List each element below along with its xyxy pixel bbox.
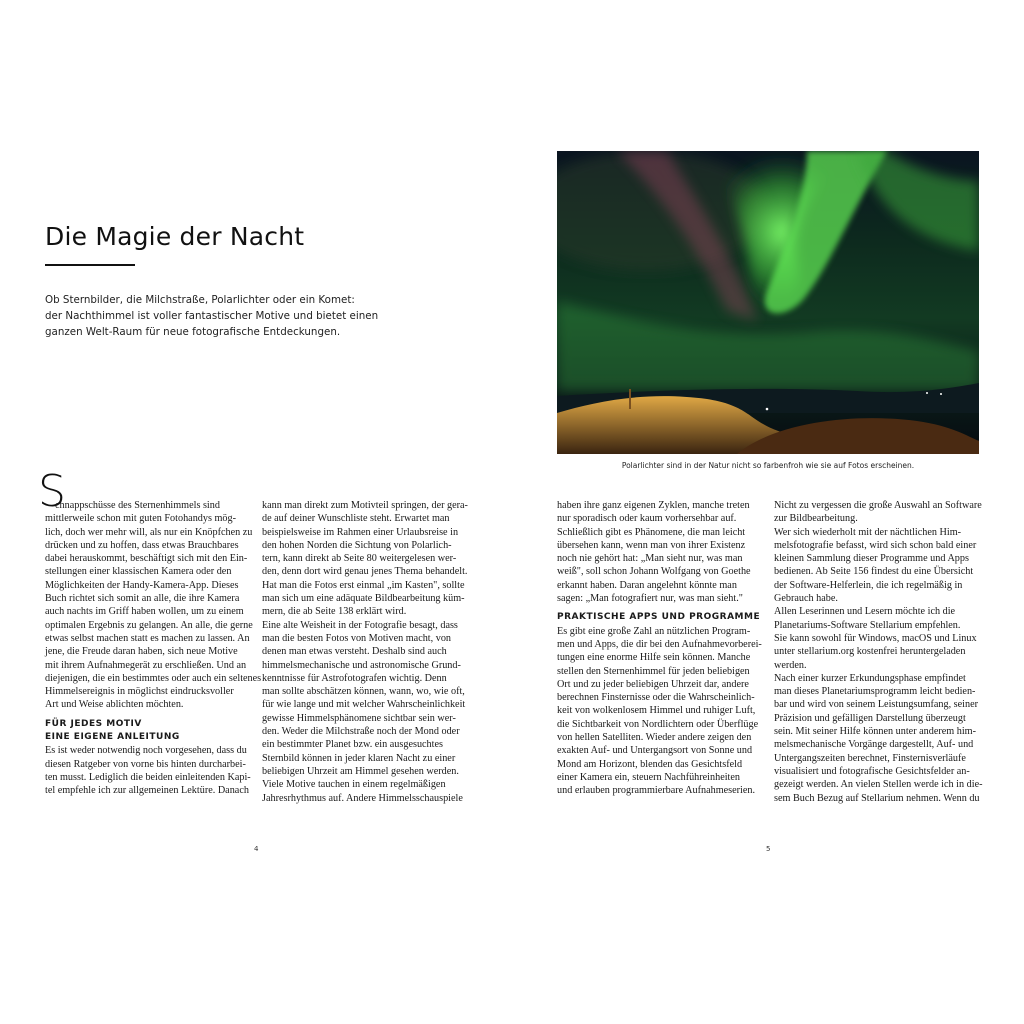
text-line: himmelsmechanische und astronomische Grund-: [262, 659, 461, 671]
aurora-photo: [557, 151, 979, 454]
text-line: Schließlich gibt es Phänomene, die man leicht: [557, 526, 746, 538]
text-line: Viele Motive tauchen in einem regelmäßigen: [262, 779, 446, 791]
text-line: chnappschüsse des Sternenhimmels sind: [55, 500, 220, 511]
text-line: man die besten Fotos von Motiven macht, von: [262, 632, 452, 644]
text-line: Gebrauch habe.: [774, 593, 838, 605]
text-line: kenntnisse für Astrofotografen wichtig. Denn: [262, 672, 447, 684]
page-title: Die Magie der Nacht: [45, 222, 305, 251]
text-column-1: [45, 499, 261, 798]
text-line: Es ist weder notwendig noch vorgesehen, dass du: [45, 745, 247, 757]
text-line: etwas selbst machen statt es machen zu lassen. An: [45, 632, 250, 644]
text-line: weiß", soll schon Johann Wolfgang von Goethe: [557, 566, 751, 578]
text-line: Eine alte Weisheit in der Fotografie besagt, dass: [262, 619, 458, 631]
text-line: Es gibt eine große Zahl an nützlichen Program-: [557, 625, 751, 637]
text-line: für wie lange und mit welcher Wahrscheinlichkeit: [262, 699, 466, 711]
text-line: sagen: „Man fotografiert nur, was man sieht.": [557, 593, 743, 605]
text-line: mit ihrem Aufnahmegerät zu erschließen. Und an: [45, 659, 247, 671]
text-line: den. Weder die Milchstraße noch der Mond oder: [262, 726, 460, 738]
title-rule: [45, 264, 135, 266]
text-line: unter stellarium.org kostenfrei heruntergeladen: [774, 646, 966, 658]
text-column-2: [262, 499, 468, 805]
text-line: man sollte abschätzen können, wann, wo, wie oft,: [262, 686, 465, 698]
text-line: dabei herauskommt, beschäftigt sich mit den Ein-: [45, 553, 248, 565]
text-line: tel empfehle ich zur allgemeinen Lektüre. Danach: [45, 785, 249, 797]
text-line: ten musst. Lediglich die beiden einleitenden Kapi-: [45, 771, 251, 783]
aurora-illustration: [557, 151, 979, 454]
text-line: man dieses Planetariumsprogramm leicht bedien-: [774, 686, 976, 698]
text-line: nur sporadisch oder kaum vorhersehbar auf.: [557, 513, 737, 525]
text-line: Wer sich wiederholt mit der nächtlichen Him-: [774, 526, 962, 538]
text-line: Nach einer kurzer Erkundungsphase empfindet: [774, 672, 966, 684]
text-line: von hellen Satelliten. Wieder andere zeigen den: [557, 732, 752, 744]
lead-paragraph: [45, 292, 379, 340]
lead-line: der Nachthimmel ist voller fantastischer Motive und bietet einen: [45, 310, 379, 322]
text-line: werden.: [774, 659, 807, 671]
text-line: drücken und zu hoffen, dass etwas Brauchbares: [45, 539, 239, 551]
text-line: melsmechanische Vorgänge dargestellt, Auf- und: [774, 739, 974, 751]
text-line: auch nachts im Griff haben wollen, um zu einem: [45, 606, 244, 618]
text-line: melsfotografie befasst, wird sich schon bald einer: [774, 539, 977, 551]
text-line: Sternbild können in jeder klaren Nacht zu einer: [262, 752, 456, 764]
text-line: beliebigen Uhrzeit am Himmel gesehen werden.: [262, 765, 459, 777]
text-line: übersehen kann, wenn man von ihrer Existenz: [557, 539, 746, 551]
text-line: den hohen Norden die Sichtung von Polarlich-: [262, 539, 452, 551]
photo-caption: Polarlichter sind in der Natur nicht so farbenfroh wie sie auf Fotos erscheinen.: [621, 461, 915, 470]
text-line: Nicht zu vergessen die große Auswahl an Software: [774, 500, 982, 511]
text-line: mittlerweile schon mit guten Fotohandys mög-: [45, 513, 236, 525]
text-line: beispielsweise im Rahmen einer Urlaubsreise in: [262, 526, 459, 538]
text-line: exakten Auf- und Untergangsort von Sonne und: [557, 745, 753, 757]
text-line: Ort und zu jeder beliebigen Uhrzeit dar, andere: [557, 678, 749, 690]
text-line: man sich um eine adäquate Bildbearbeitung küm-: [262, 593, 465, 605]
text-line: lich, doch wer mehr will, als nur ein Knöpfchen zu: [45, 526, 253, 538]
text-line: men und Apps, die dir bei den Aufnahmevorberei-: [557, 638, 762, 650]
section-heading: EINE EIGENE ANLEITUNG: [45, 732, 180, 743]
text-line: bar und wird von seinem Leistungsumfang, seiner: [774, 699, 978, 711]
text-line: der Software-Helferlein, die ich regelmäßig in: [774, 579, 963, 591]
text-line: kleinen Sammlung dieser Programme und Apps: [774, 553, 969, 565]
text-line: stellen den Sternenhimmel für jeden beliebigen: [557, 665, 750, 677]
text-line: kann man direkt zum Motivteil springen, der gera-: [262, 500, 468, 511]
text-line: Buch richtet sich somit an alle, die ihre Kamera: [45, 593, 240, 605]
text-line: Himmelsereignis in möglichst eindrucksvoller: [45, 686, 234, 698]
text-line: die Sichtbarkeit von Nordlichtern oder Überflüge: [557, 718, 759, 730]
text-line: Planetariums-Software Stellarium empfehlen.: [774, 619, 961, 631]
text-line: gezeigt werden. An vielen Stellen werde ich in die-: [774, 779, 983, 791]
text-line: berechnen Finsternisse oder die Wahrscheinlich-: [557, 692, 755, 704]
lead-line: Ob Sternbilder, die Milchstraße, Polarlichter oder ein Komet:: [45, 294, 355, 306]
page-number: 4: [254, 845, 259, 853]
page-number: 5: [766, 845, 771, 853]
text-line: Art und Weise ablichten möchten.: [45, 699, 184, 711]
text-line: de auf deiner Wunschliste steht. Erwartet man: [262, 513, 450, 525]
text-line: visualisiert und fotografische Gesichtsfelder an-: [774, 765, 970, 777]
text-line: diejenigen, die ein bestimmtes oder auch ein seltenes: [45, 672, 262, 684]
text-line: zur Bildbearbeitung.: [774, 513, 858, 525]
text-line: ein bestimmter Planet bzw. ein ausgesuchtes: [262, 739, 443, 751]
text-line: gewisse Himmelsphänomene sichtbar sein wer-: [262, 712, 456, 724]
text-line: Mond am Horizont, blenden das Gesichtsfeld: [557, 758, 743, 770]
text-line: stellungen einer klassischen Kamera oder den: [45, 566, 232, 578]
text-line: noch nie gehört hat: „Man sieht nur, was man: [557, 553, 743, 565]
text-line: mern, die ab Seite 138 erklärt wird.: [262, 606, 407, 618]
text-line: den, denn dort wird genau jenes Thema behandelt.: [262, 566, 468, 578]
text-line: tern, kann direkt ab Seite 80 weitergelesen wer-: [262, 553, 457, 565]
text-column-4: [774, 499, 983, 805]
text-line: tungen eine enorme Hilfe sein können. Manche: [557, 652, 751, 664]
text-line: optimalen Ergebnis zu gelangen. An alle, die gerne: [45, 619, 253, 631]
text-line: Untergangszeiten berechnet, Finsternisverläufe: [774, 752, 966, 764]
text-line: Allen Leserinnen und Lesern möchte ich die: [774, 606, 956, 618]
text-line: einer Kamera ein, steuern Nachführeinheiten: [557, 771, 741, 783]
text-line: Jahresrhythmus auf. Andere Himmelsschauspiele: [262, 792, 463, 804]
text-line: denen man etwas versteht. Deshalb sind auch: [262, 646, 447, 658]
text-line: jene, die Freude daran haben, sich neue Motive: [45, 646, 238, 658]
text-line: Möglichkeiten der Handy-Kamera-App. Dieses: [45, 579, 239, 591]
text-line: sem Buch Bezug auf Stellarium nehmen. Wenn du: [774, 792, 980, 804]
text-line: haben ihre ganz eigenen Zyklen, manche treten: [557, 500, 750, 511]
lead-line: ganzen Welt-Raum für neue fotografische Entdeckungen.: [45, 326, 341, 338]
text-line: und erlauben programmierbare Aufnahmeserien.: [557, 785, 756, 797]
text-column-3: [557, 499, 762, 798]
text-line: erkannt haben. Daran angelehnt könnte man: [557, 579, 737, 591]
right-page: [512, 0, 1024, 1024]
text-line: Hat man die Fotos erst einmal „im Kasten", sollte: [262, 579, 465, 591]
text-line: diesen Ratgeber von vorne bis hinten durcharbei-: [45, 758, 246, 770]
text-line: sein. Mit seiner Hilfe können unter anderem him-: [774, 726, 976, 738]
drop-cap: S: [38, 466, 66, 517]
section-heading: FÜR JEDES MOTIV: [45, 718, 142, 729]
section-heading: PRAKTISCHE APPS UND PROGRAMME: [557, 612, 761, 623]
text-line: bedienen. Ab Seite 156 findest du eine Übersicht: [774, 566, 974, 578]
text-line: Präzision und gefälligen Darstellung überzeugt: [774, 712, 966, 724]
text-line: Sie kann sowohl für Windows, macOS und Linux: [774, 632, 977, 644]
text-line: keit von wolkenlosem Himmel und ruhiger Luft,: [557, 705, 756, 717]
